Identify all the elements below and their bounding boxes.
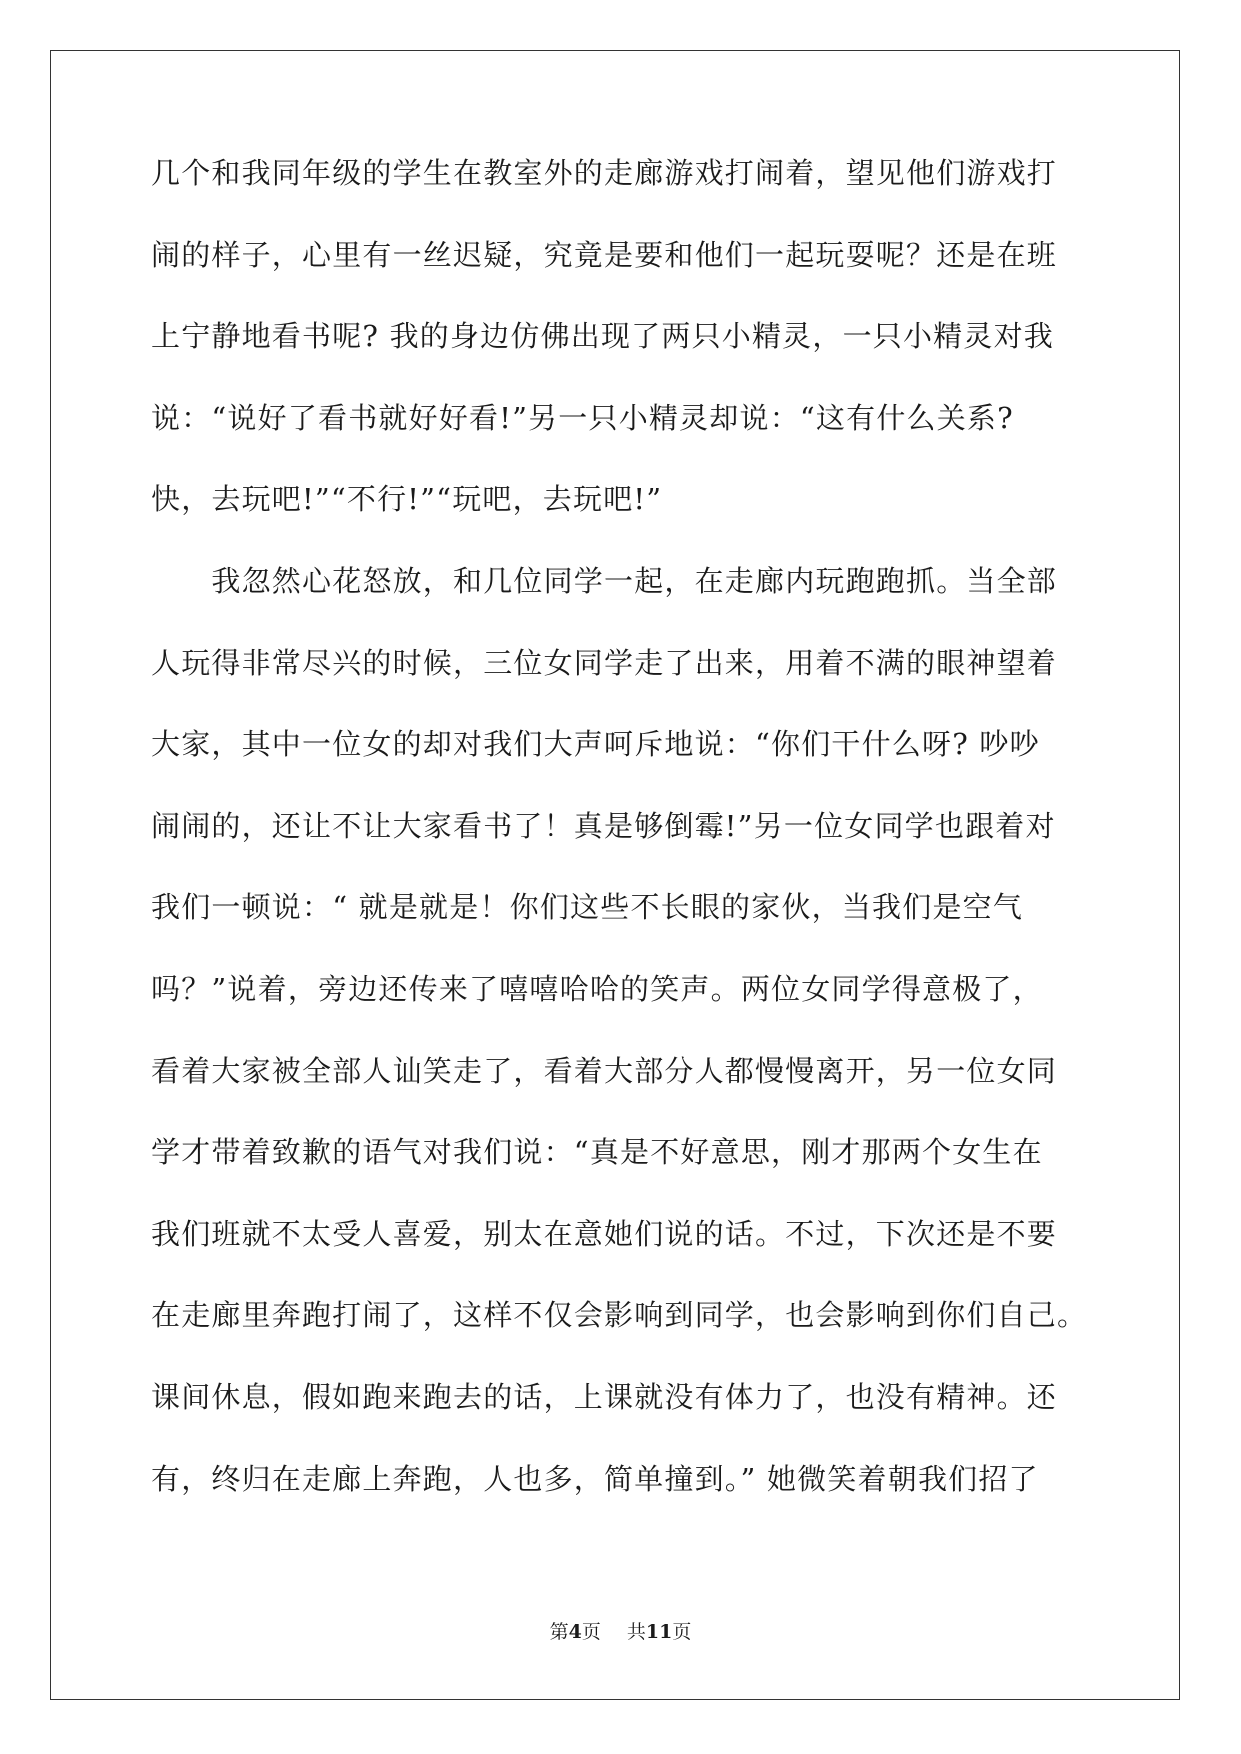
text-line: 几个和我同年级的学生在教室外的走廊游戏打闹着，望见他们游戏打: [151, 156, 1058, 190]
body-text: [151, 152, 1111, 1539]
text-line: 说：“说好了看书就好好看!”另一只小精灵却说：“这有什么关系?: [151, 400, 1014, 435]
text-line: 人玩得非常尽兴的时候，三位女同学走了出来，用着不满的眼神望着: [151, 645, 1058, 680]
page-prefix: 第: [549, 1621, 569, 1643]
page-total: 11: [645, 1621, 673, 1643]
text-line: 大家，其中一位女的却对我们大声呵斥地说：“你们干什么呀? 吵吵: [151, 727, 1040, 762]
text-line: 在走廊里奔跑打闹了，这样不仅会影响到同学，也会影响到你们自己。: [151, 1298, 1088, 1333]
text-line: 上宁静地看书呢? 我的身边仿佛出现了两只小精灵，一只小精灵对我: [151, 319, 1054, 354]
text-line: 闹闹的，还让不让大家看书了！真是够倒霉!”另一位女同学也跟着对: [151, 808, 1056, 843]
page-current: 4: [568, 1621, 582, 1643]
text-line: 闹的样子，心里有一丝迟疑，究竟是要和他们一起玩耍呢？还是在班: [151, 237, 1058, 272]
text-line: 看着大家被全部人讪笑走了，看着大部分人都慢慢离开，另一位女同: [151, 1053, 1058, 1088]
text-line: 我们班就不太受人喜爱，别太在意她们说的话。不过，下次还是不要: [151, 1216, 1058, 1251]
total-prefix: 共: [626, 1621, 646, 1643]
text-line: 我忽然心花怒放，和几位同学一起，在走廊内玩跑跑抓。当全部: [151, 563, 1058, 598]
text-line: 课间休息，假如跑来跑去的话，上课就没有体力了，也没有精神。还: [151, 1379, 1058, 1414]
text-line: 吗？”说着，旁边还传来了嘻嘻哈哈的笑声。两位女同学得意极了，: [151, 971, 1043, 1006]
text-line: 有，终归在走廊上奔跑，人也多，简单撞到。” 她微笑着朝我们招了: [151, 1461, 1039, 1496]
text-line: 快，去玩吧!”“不行!”“玩吧，去玩吧!”: [151, 482, 663, 517]
text-line: 我们一顿说：“ 就是就是！你们这些不长眼的家伙，当我们是空气: [151, 890, 1024, 925]
page-footer: [0, 1620, 1241, 1644]
text-line: 学才带着致歉的语气对我们说：“真是不好意思，刚才那两个女生在: [151, 1135, 1043, 1170]
page-suffix: 页: [581, 1621, 601, 1643]
total-suffix: 页: [672, 1621, 692, 1643]
